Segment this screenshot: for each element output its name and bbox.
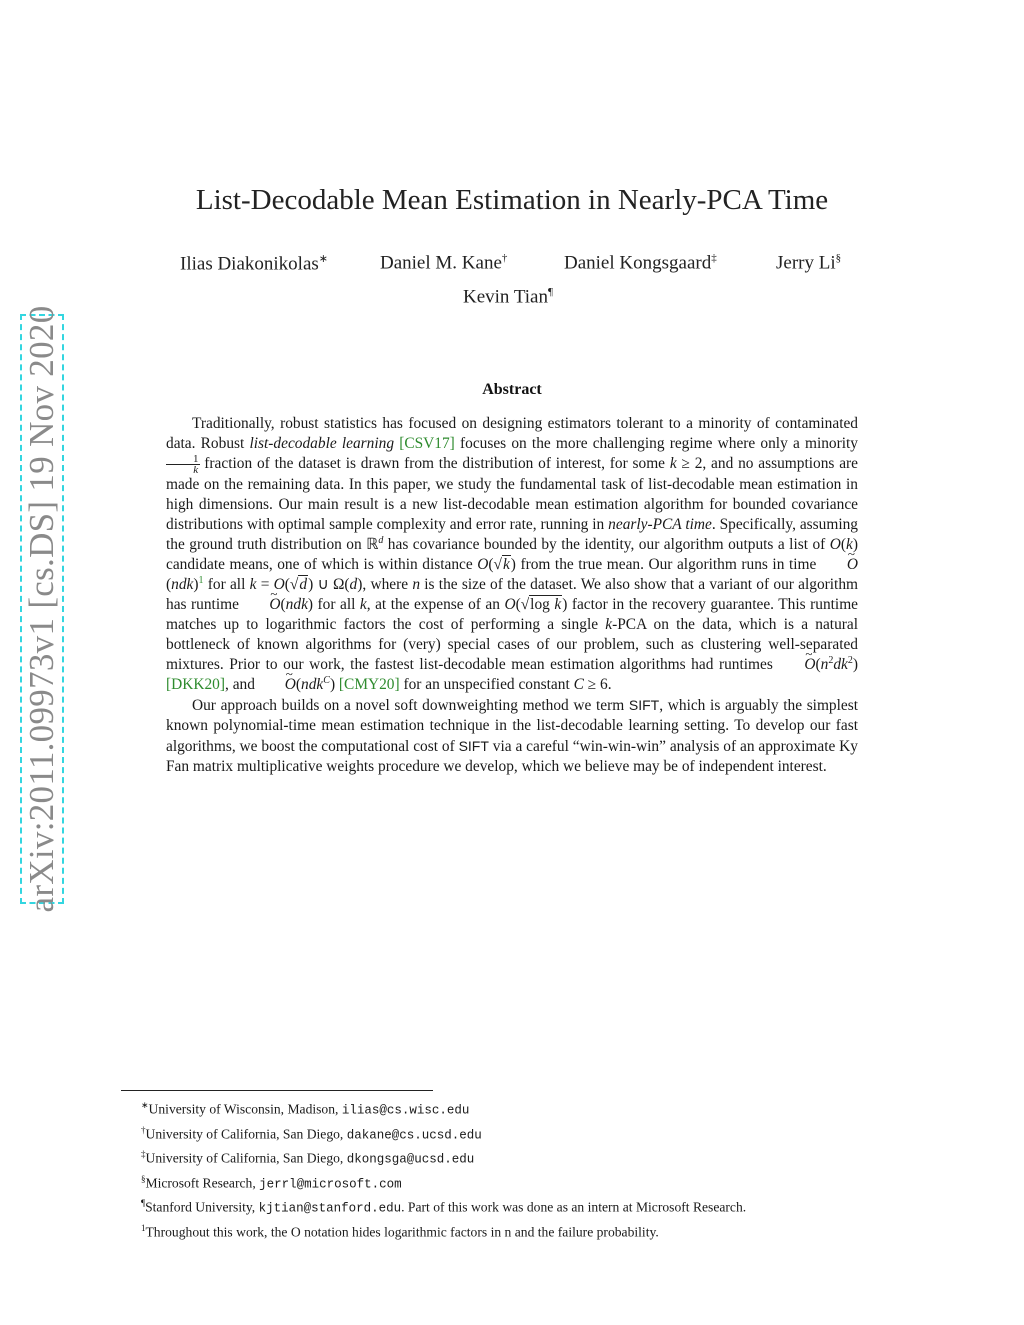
footnotes bbox=[141, 1096, 901, 1241]
abstract-body bbox=[166, 414, 858, 777]
footnote: §Microsoft Research, jerrl@microsoft.com bbox=[141, 1173, 402, 1192]
author: Daniel Kongsgaard‡ bbox=[564, 252, 717, 274]
email-link[interactable]: dkongsga@ucsd.edu bbox=[346, 1152, 475, 1167]
author: Jerry Li§ bbox=[776, 252, 842, 274]
email-link[interactable]: ilias@cs.wisc.edu bbox=[341, 1103, 470, 1118]
author: Ilias Diakonikolas∗ bbox=[180, 253, 328, 275]
author: Kevin Tian¶ bbox=[463, 286, 553, 308]
abstract-heading: Abstract bbox=[482, 381, 542, 398]
email-link[interactable]: dakane@cs.ucsd.edu bbox=[346, 1128, 482, 1143]
footnote: $^1$Throughout this work, the O notation hides logarithmic factors in n and the failure probability. bbox=[141, 1222, 659, 1240]
footnote: ∗University of Wisconsin, Madison, ilias@cs.wisc.edu bbox=[141, 1100, 470, 1118]
footnote: †University of California, San Diego, dakane@cs.ucsd.edu bbox=[141, 1124, 482, 1143]
paper-title: List-Decodable Mean Estimation in Nearly-PCA Time bbox=[195, 184, 829, 216]
email-link[interactable]: kjtian@stanford.edu bbox=[258, 1201, 402, 1216]
email-link[interactable]: jerrl@microsoft.com bbox=[259, 1177, 402, 1192]
citation-link[interactable]: [DKK20] bbox=[166, 676, 225, 693]
arxiv-stamp bbox=[20, 305, 64, 913]
abstract-paragraph: Our approach builds on a novel soft downweighting method we term SIFT, which is arguably the simplest known polynomial-time mean estimation technique in the list-decodable learning setting. To develop our fast algorithms, we boost the computational cost of SIFT via a careful “win-win-win” analysis of an approximate Ky Fan matrix multiplicative weights procedure we develop, which we believe may be of independent interest. bbox=[166, 697, 858, 775]
citation-link[interactable]: [CSV17] bbox=[399, 435, 455, 452]
abstract-paragraph: Traditionally, robust statistics has focused on designing estimators tolerant to a minority of contaminated data. Robust list-decodable learning [CSV17] focuses on the more challenging regime where only a minority $\frac{1}{k}$ fraction of the dataset is drawn from the distribution of interest, for some k ≥ 2, and no assumptions are made on the remaining data. In this paper, we study the fundamental task of list-decodable mean estimation in high dimensions. Our main result is a new list-decodable mean estimation algorithm for bounded covariance distributions with optimal sample complexity and error rate, running in nearly-PCA time. Specifically, assuming the ground truth distribution on ℝ$^d$ has covariance bounded by the identity, our algorithm outputs a list of O(k) candidate means, one of which is within distance O(√k) from the true mean. Our algorithm runs in time ~ O(ndk)$^1$ for all k = O(√d) ∪ Ω(d), where n is the size of the dataset. We also show that a variant of our algorithm has runtime ~ O(ndk) for all k, at the expense of an O(√log k) factor in the recovery guarantee. This runtime matches up to logarithmic factors the cost of performing a single k-PCA on the data, which is a natural bottleneck of known algorithms for (very) special cases of our problem, such as clustering well-separated mixtures. Prior to our work, the fastest list-decodable mean estimation algorithms had runtimes ~ $O(n^2dk^2)$ [DKK20], and ~ O(ndk$^C$) [CMY20] for an unspecified constant C ≥ 6. bbox=[166, 414, 858, 695]
author: Daniel M. Kane† bbox=[380, 252, 508, 274]
footnote-divider bbox=[121, 1090, 433, 1091]
footnote: ¶Stanford University, kjtian@stanford.edu. Part of this work was done as an intern at Microsoft Research. bbox=[141, 1198, 747, 1216]
citation-link[interactable]: [CMY20] bbox=[338, 676, 400, 693]
arxiv-identifier[interactable]: arXiv:2011.09973v1 [cs.DS] 19 Nov 2020 bbox=[22, 305, 61, 913]
footnote: ‡University of California, San Diego, dkongsga@ucsd.edu bbox=[141, 1149, 475, 1167]
